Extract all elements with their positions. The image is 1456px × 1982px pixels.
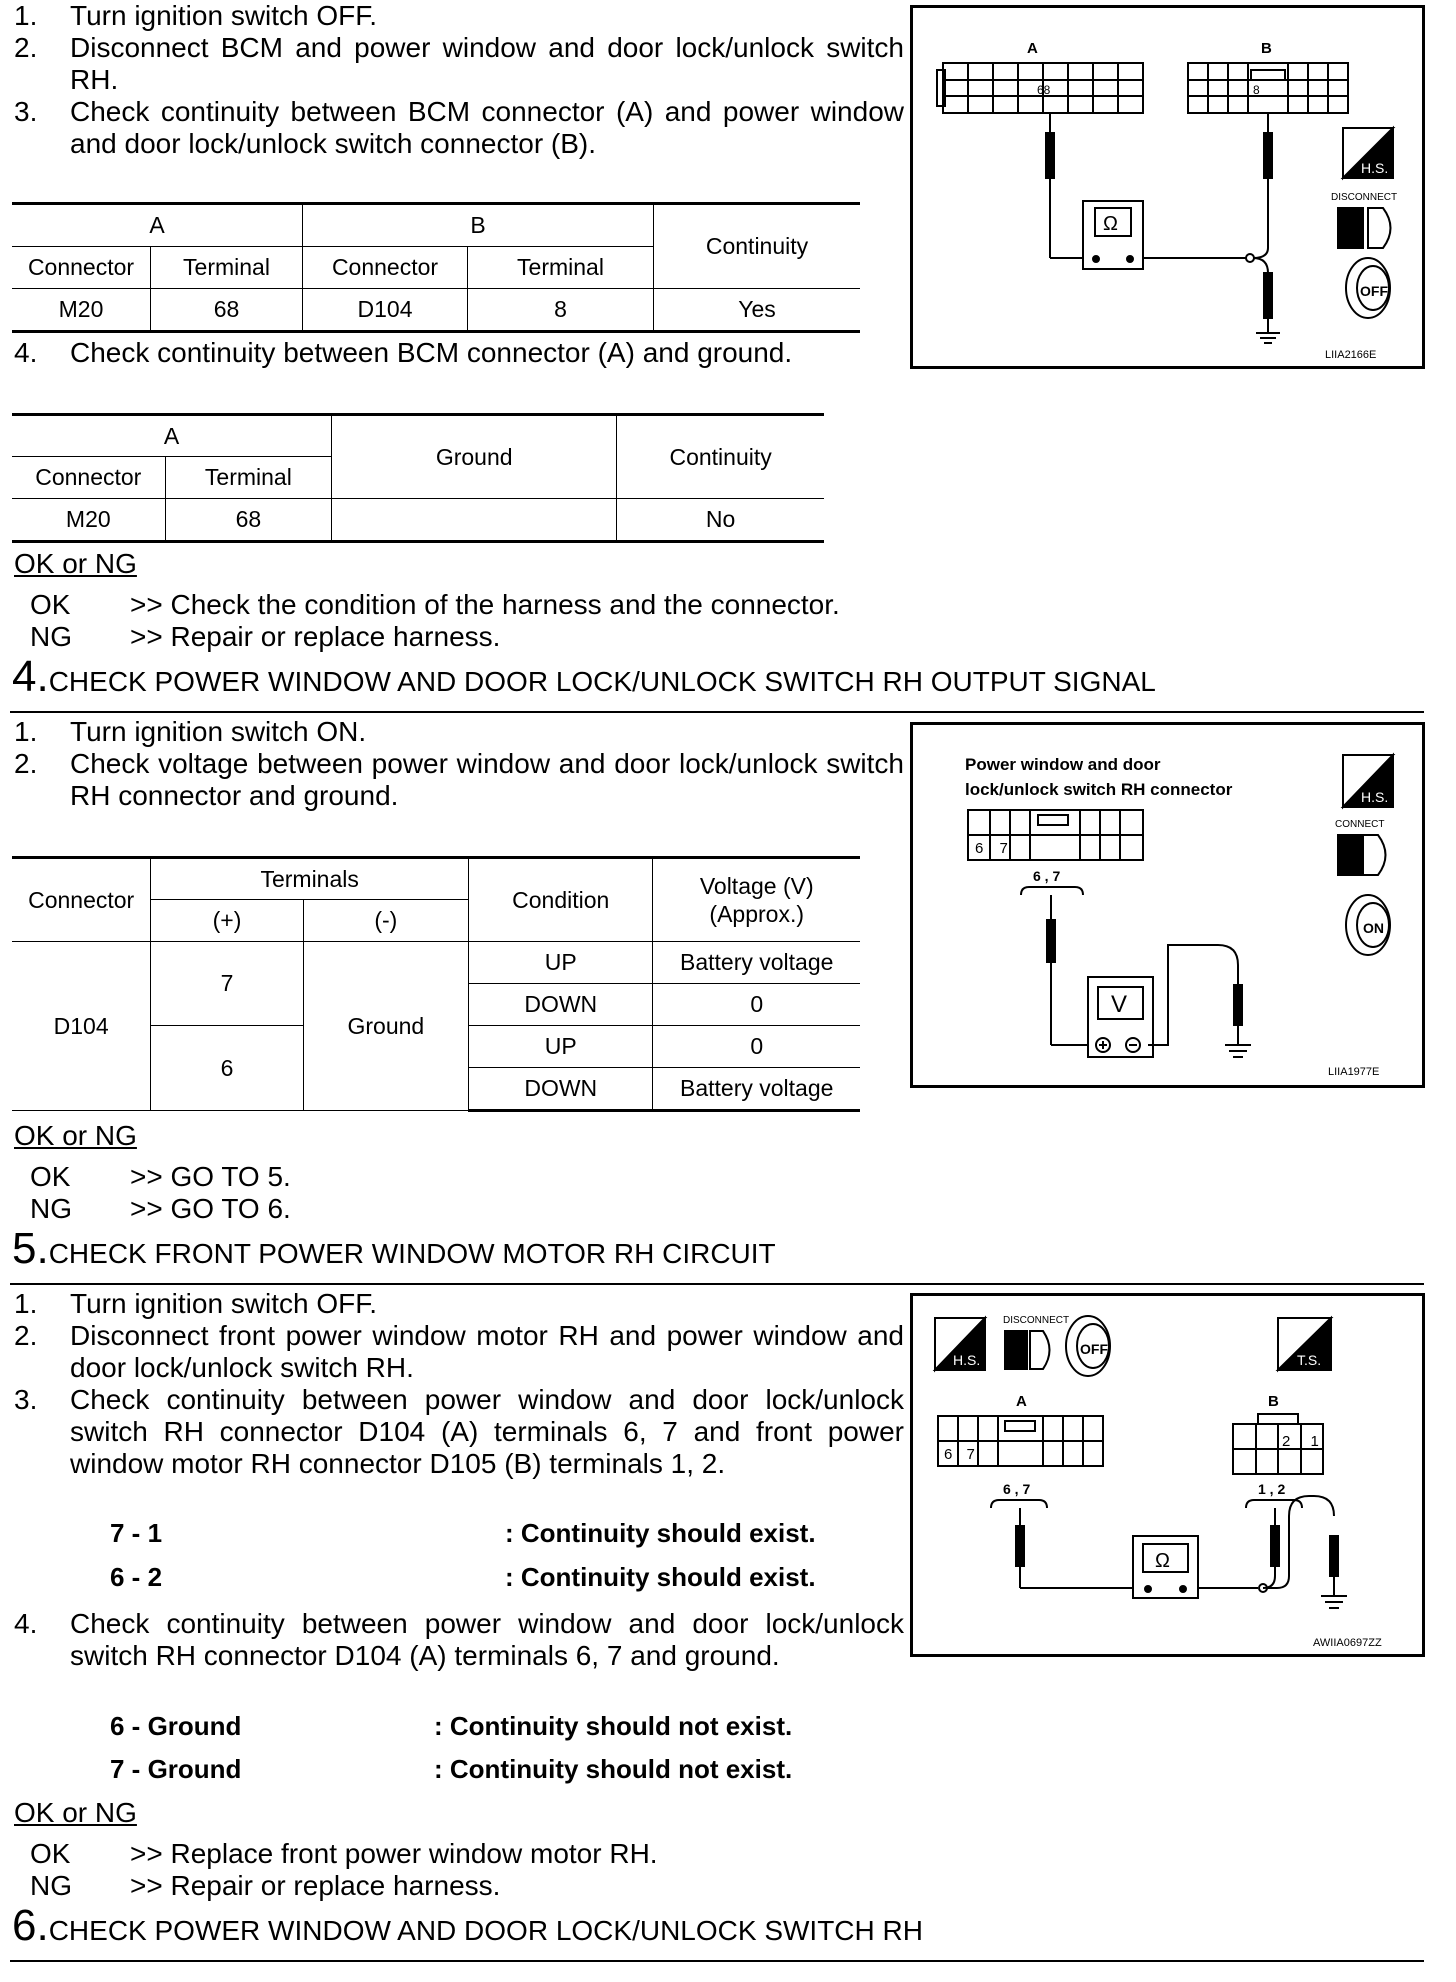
spec-text: : Continuity should not exist. [434, 1754, 793, 1784]
cell-terminal-7: 7 [151, 942, 303, 1026]
header-a: A [12, 415, 332, 457]
voltage-table [12, 856, 860, 1112]
svg-text:Power window and door: Power window and door [965, 755, 1161, 774]
section-6-rule [10, 1960, 1424, 1962]
ok-result: OK >> GO TO 5. [30, 1161, 291, 1192]
label-b: B [1261, 40, 1272, 57]
header-terminal-b: Terminal [468, 247, 654, 289]
header-condition: Condition [469, 858, 653, 942]
svg-text:V: V [1111, 991, 1128, 1018]
svg-text:Ω: Ω [1103, 213, 1118, 235]
cell-terminal-6: 6 [151, 1026, 303, 1111]
svg-text:ON: ON [1363, 920, 1384, 936]
connect-icon [1338, 835, 1386, 875]
ignition-off-icon [1346, 258, 1390, 318]
spec-pin-7-1: 7 - 1 [110, 1518, 163, 1548]
ng-result: NG >> Repair or replace harness. [30, 1870, 501, 1901]
label-b: B [1268, 1393, 1279, 1410]
wiring-diagram [913, 8, 1422, 366]
svg-text:6 , 7: 6 , 7 [1033, 868, 1061, 884]
cell-condition: DOWN [469, 1068, 653, 1111]
spec-pin-6-2: 6 - 2 [110, 1562, 163, 1592]
ng-result: NG >> Repair or replace harness. [30, 621, 501, 652]
ok-or-ng-label: OK or NG [14, 548, 137, 579]
cell-continuity: Yes [654, 289, 861, 332]
cell-terminal-a: 68 [151, 289, 303, 332]
svg-text:6 , 7: 6 , 7 [1003, 1481, 1031, 1497]
spec-text: : Continuity should exist. [505, 1518, 816, 1548]
spec-pin-6-ground: 6 - Ground [110, 1711, 242, 1741]
header-connector-a: Connector [12, 247, 151, 289]
ts-icon [1278, 1318, 1331, 1370]
svg-text:OFF: OFF [1360, 283, 1388, 299]
header-connector: Connector [12, 858, 151, 942]
ng-result: NG >> GO TO 6. [30, 1193, 291, 1224]
figure-code: AWIIA0697ZZ [1313, 1637, 1382, 1649]
cell-connector: D104 [12, 942, 151, 1111]
cell-voltage: 0 [653, 984, 860, 1026]
cell-voltage: Battery voltage [653, 942, 860, 984]
disconnect-label: DISCONNECT [1003, 1315, 1070, 1326]
svg-text:lock/unlock switch RH connecto: lock/unlock switch RH connector [965, 780, 1233, 799]
section-4-rule [10, 711, 1424, 713]
hs-icon [1343, 128, 1393, 178]
disconnect-label: DISCONNECT [1331, 192, 1398, 203]
figure-code: LIIA1977E [1328, 1066, 1380, 1078]
svg-text:68: 68 [1037, 83, 1051, 97]
svg-text:H.S.: H.S. [1361, 160, 1389, 176]
header-ground: Ground [332, 415, 617, 499]
section-6-heading: 6.CHECK POWER WINDOW AND DOOR LOCK/UNLOCK SWITCH RH [12, 1901, 923, 1950]
header-connector: Connector [12, 457, 165, 499]
figure-switch-voltage [910, 722, 1425, 1088]
wiring-diagram [913, 725, 1422, 1085]
section-4-heading: 4.CHECK POWER WINDOW AND DOOR LOCK/UNLOCK SWITCH RH OUTPUT SIGNAL [12, 652, 1156, 701]
svg-text:H.S.: H.S. [953, 1352, 981, 1368]
connect-label: CONNECT [1335, 819, 1385, 830]
svg-text:1 , 2: 1 , 2 [1258, 1481, 1286, 1497]
hs-icon [935, 1318, 985, 1370]
disconnect-icon [1338, 208, 1391, 248]
cell-terminal-b: 8 [468, 289, 654, 332]
ok-result: OK >> Check the condition of the harness and the connector. [30, 589, 840, 620]
cell-connector-b: D104 [303, 289, 468, 332]
header-plus: (+) [151, 900, 303, 942]
cell-condition: UP [469, 1026, 653, 1068]
header-terminals: Terminals [151, 858, 469, 900]
hs-icon [1343, 755, 1393, 807]
ok-result: OK >> Replace front power window motor RH. [30, 1838, 658, 1869]
svg-text:T.S.: T.S. [1297, 1352, 1322, 1368]
cell-voltage: 0 [653, 1026, 860, 1068]
header-terminal: Terminal [165, 457, 332, 499]
cell-condition: UP [469, 942, 653, 984]
ignition-off-icon [1066, 1316, 1110, 1376]
svg-text:H.S.: H.S. [1361, 789, 1389, 805]
header-continuity: Continuity [654, 204, 861, 289]
disconnect-icon [1005, 1331, 1050, 1369]
svg-text:6 7: 6 7 [944, 1446, 980, 1463]
svg-text:8: 8 [1253, 83, 1260, 97]
figure-motor-continuity [910, 1293, 1425, 1657]
figure-code: LIIA2166E [1325, 349, 1377, 361]
cell-condition: DOWN [469, 984, 653, 1026]
section-5-heading: 5.CHECK FRONT POWER WINDOW MOTOR RH CIRCUIT [12, 1224, 776, 1273]
svg-text:Ω: Ω [1155, 1550, 1170, 1572]
cell-voltage: Battery voltage [653, 1068, 860, 1111]
spec-text: : Continuity should exist. [505, 1562, 816, 1592]
header-continuity: Continuity [617, 415, 824, 499]
svg-text:OFF: OFF [1080, 1341, 1108, 1357]
continuity-table-bcm-to-ground [12, 413, 824, 543]
label-a: A [1016, 1393, 1027, 1410]
wiring-diagram [913, 1296, 1422, 1654]
header-minus: (-) [303, 900, 468, 942]
figure-bcm-continuity [910, 5, 1425, 369]
spec-pin-7-ground: 7 - Ground [110, 1754, 242, 1784]
svg-text:2 1: 2 1 [1282, 1433, 1327, 1450]
cell-ground-empty [332, 499, 617, 542]
cell-continuity: No [617, 499, 824, 542]
section-5-rule [10, 1283, 1424, 1285]
header-voltage: Voltage (V) (Approx.) [653, 858, 860, 942]
ignition-on-icon [1346, 895, 1390, 955]
cell-ground: Ground [303, 942, 468, 1111]
header-connector-b: Connector [303, 247, 468, 289]
header-b: B [303, 204, 654, 247]
ok-or-ng-label: OK or NG [14, 1120, 137, 1151]
ok-or-ng-label: OK or NG [14, 1797, 137, 1828]
label-a: A [1027, 40, 1038, 57]
continuity-table-bcm-to-switch [12, 202, 860, 333]
cell-connector: M20 [12, 499, 165, 542]
cell-connector-a: M20 [12, 289, 151, 332]
header-terminal-a: Terminal [151, 247, 303, 289]
spec-text: : Continuity should not exist. [434, 1711, 793, 1741]
header-a: A [12, 204, 303, 247]
cell-terminal: 68 [165, 499, 332, 542]
svg-text:6 7: 6 7 [975, 840, 1014, 857]
